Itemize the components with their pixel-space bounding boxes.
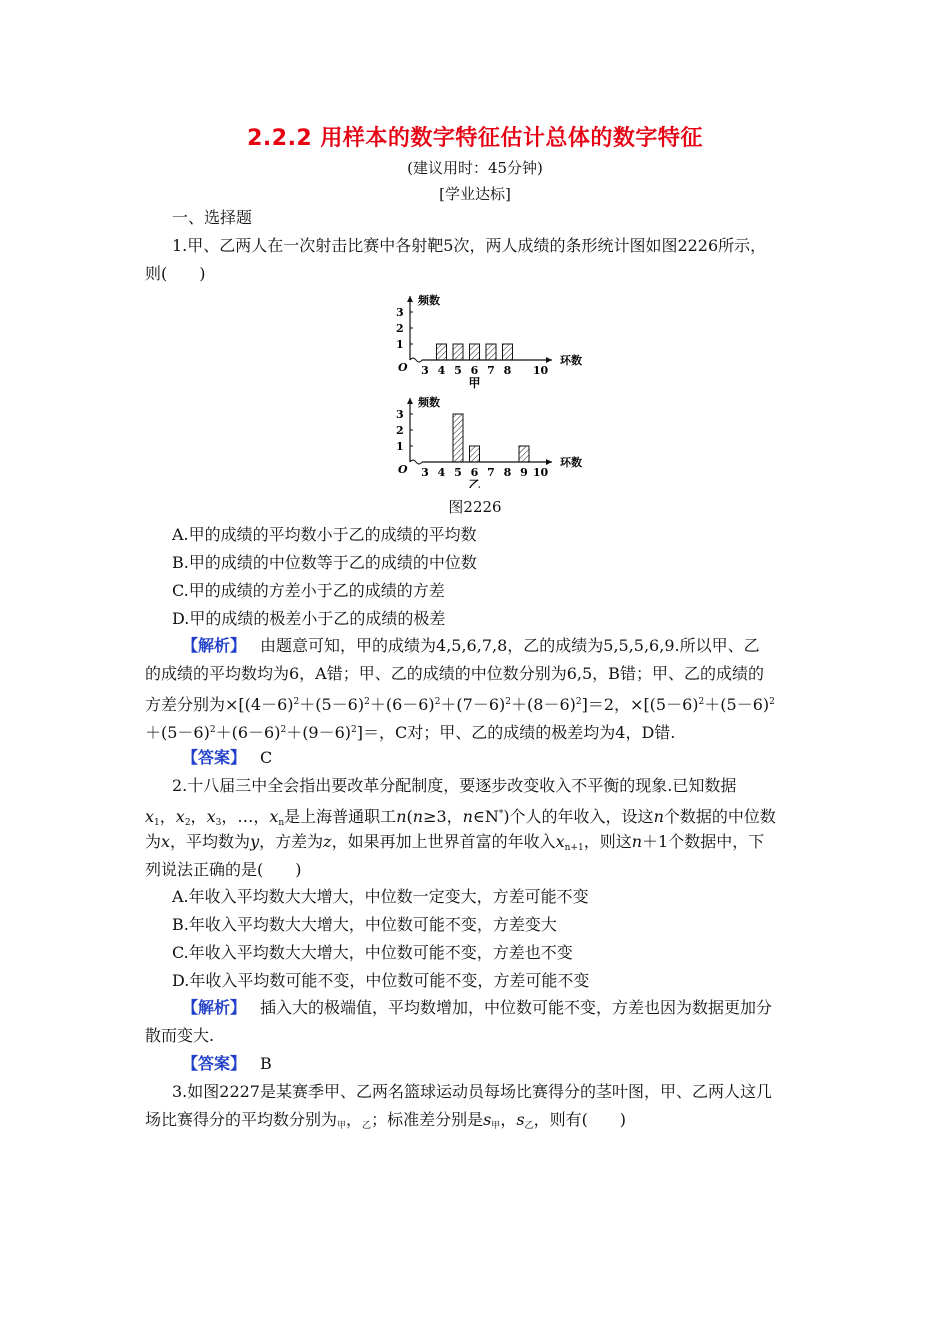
y-axis-label: 频数 xyxy=(418,294,440,307)
q1-analysis-line1: 【解析】 由题意可知，甲的成绩为4,5,6,7,8，乙的成绩为5,5,5,6,9.所以甲、乙 xyxy=(182,636,760,655)
q2-analysis-line2: 散而变大. xyxy=(145,1026,215,1045)
bar-charts-figure xyxy=(390,288,600,488)
answer-tag: 【答案】 xyxy=(182,748,247,767)
axis-break xyxy=(410,460,422,464)
page-title: 2.2.2 用样本的数字特征估计总体的数字特征 xyxy=(247,126,703,151)
x-tick-label: 8 xyxy=(503,466,512,479)
axis-break xyxy=(410,358,422,362)
x-tick-label: 7 xyxy=(487,466,495,479)
x-tick-label: 5 xyxy=(454,466,462,479)
x-tick-label: 10 xyxy=(532,364,549,377)
level-label: [学业达标] xyxy=(439,185,511,203)
x-tick-label: 7 xyxy=(487,364,495,377)
q1-analysis-line3: 方差分别为$\times[(4-6)^2+(5-6)^2+(6-6)^2+(7-6)^2+(8-6)^2]=2$，$\times[(5-6)^2+(5-6)^2$ xyxy=(145,695,775,714)
q2-line3: 为x，平均数为y，方差为z，如果再加上世界首富的年收入$x_{n+1}$，则这n＋1个数据中，下 xyxy=(145,832,765,853)
q1-option-a: A.甲的成绩的平均数小于乙的成绩的平均数 xyxy=(172,525,477,544)
q1-analysis-line4: $+(5-6)^2+(6-6)^2+(9-6)^2]=$，C对；甲、乙的成绩的极差均为4，D错. xyxy=(145,723,676,742)
q1-option-d: D.甲的成绩的极差小于乙的成绩的极差 xyxy=(172,609,446,628)
q2-option-b: B.年收入平均数大大增大，中位数可能不变，方差变大 xyxy=(172,915,557,934)
q2-line2: $x_1$，$x_2$，$x_3$，…，$x_n$是上海普通职工n(n≥3，n∈N*)个人的年收入，设这n个数据的中位数 xyxy=(145,807,776,828)
origin-label: O xyxy=(398,463,408,476)
x-tick-label: 3 xyxy=(421,466,429,479)
y-tick-label: 2 xyxy=(396,424,404,437)
q1-analysis-line2: 的成绩的平均数均为6，A错；甲、乙的成绩的中位数分别为6,5，B错；甲、乙的成绩的 xyxy=(145,664,764,683)
chart-title: 乙 xyxy=(468,478,481,488)
bar-4 xyxy=(437,344,447,360)
x-tick-label: 5 xyxy=(454,364,462,377)
q1-answer: 【答案】 C xyxy=(182,748,273,767)
q3-line1: 3.如图2227是某赛季甲、乙两名篮球运动员每场比赛得分的茎叶图，甲、乙两人这几 xyxy=(172,1082,772,1101)
q2-line4: 列说法正确的是( ) xyxy=(145,860,302,879)
bar-6 xyxy=(470,446,480,462)
bar-6 xyxy=(470,344,480,360)
answer-tag: 【答案】 xyxy=(182,1054,247,1073)
y-tick-label: 1 xyxy=(396,440,404,453)
x-axis-label: 环数 xyxy=(560,456,582,469)
q1-stem-cont: 则( ) xyxy=(145,264,206,283)
x-tick-label: 9 xyxy=(520,466,528,479)
x-tick-label: 6 xyxy=(470,364,479,377)
q1-option-b: B.甲的成绩的中位数等于乙的成绩的中位数 xyxy=(172,553,477,572)
x-tick-label: 4 xyxy=(437,364,446,377)
x-tick-label: 3 xyxy=(421,364,429,377)
bar-5 xyxy=(453,414,463,462)
bar-8 xyxy=(503,344,513,360)
time-note: (建议用时：45分钟) xyxy=(407,159,543,177)
origin-label: O xyxy=(398,361,408,374)
bar-charts-svg xyxy=(390,288,600,488)
section-heading: 一、选择题 xyxy=(172,208,253,227)
x-tick-label: 8 xyxy=(503,364,512,377)
bar-9 xyxy=(519,446,529,462)
y-tick-label: 3 xyxy=(396,306,404,319)
x-tick-label: 4 xyxy=(437,466,446,479)
x-axis-label: 环数 xyxy=(560,354,582,367)
chart-title: 甲 xyxy=(468,376,481,390)
analysis-tag: 【解析】 xyxy=(182,998,247,1017)
bar-5 xyxy=(453,344,463,360)
q1-option-c: C.甲的成绩的方差小于乙的成绩的方差 xyxy=(172,581,445,600)
y-tick-label: 2 xyxy=(396,322,404,335)
x-tick-label: 10 xyxy=(532,466,549,479)
y-axis-label: 频数 xyxy=(418,396,440,409)
y-tick-label: 3 xyxy=(396,408,404,421)
y-axis-arrow xyxy=(407,398,413,404)
q2-answer: 【答案】 B xyxy=(182,1054,272,1073)
bar-7 xyxy=(486,344,496,360)
x-tick-label: 6 xyxy=(470,466,479,479)
y-tick-label: 1 xyxy=(396,338,404,351)
q1-stem: 1.甲、乙两人在一次射击比赛中各射靶5次，两人成绩的条形统计图如图2226所示， xyxy=(172,236,767,255)
figure-caption: 图2226 xyxy=(448,498,502,516)
q3-line2: 场比赛得分的平均数分别为$_甲$，$_乙$；标准差分别是$s_甲$，$s_乙$，则有( ) xyxy=(145,1110,627,1131)
x-axis-arrow xyxy=(546,459,552,465)
analysis-tag: 【解析】 xyxy=(182,636,247,655)
y-axis-arrow xyxy=(407,296,413,302)
x-axis-arrow xyxy=(546,357,552,363)
q2-option-c: C.年收入平均数大大增大，中位数可能不变，方差也不变 xyxy=(172,943,573,962)
q2-analysis-line1: 【解析】 插入大的极端值，平均数增加，中位数可能不变，方差也因为数据更加分 xyxy=(182,998,773,1017)
q2-option-a: A.年收入平均数大大增大，中位数一定变大，方差可能不变 xyxy=(172,887,589,906)
q2-line1: 2.十八届三中全会指出要改革分配制度，要逐步改变收入不平衡的现象.已知数据 xyxy=(172,776,737,795)
q2-option-d: D.年收入平均数可能不变，中位数可能不变，方差可能不变 xyxy=(172,971,590,990)
